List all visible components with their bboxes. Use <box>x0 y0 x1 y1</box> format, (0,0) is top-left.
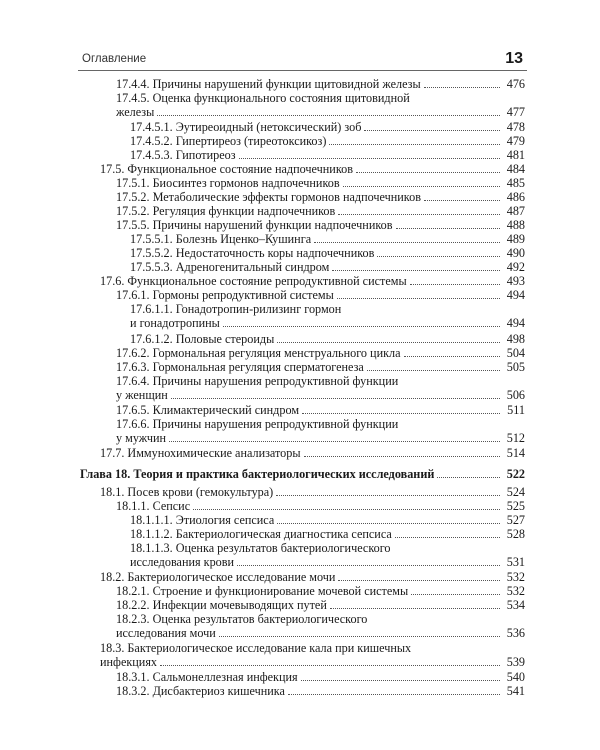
toc-entry-title: Глава 18. Теория и практика бактериологических исследований <box>80 467 435 481</box>
toc-entry-title: 17.6.4. Причины нарушения репродуктивной функции <box>116 374 399 388</box>
toc-entry <box>80 612 525 640</box>
toc-entry-title: 18.3. Бактериологическое исследование кала при кишечных <box>100 641 412 655</box>
toc-entry <box>80 288 525 302</box>
toc-entry-title: инфекциях <box>100 655 158 669</box>
toc-entry <box>80 584 525 598</box>
toc-entry <box>80 120 525 134</box>
toc-entry-line <box>100 485 525 499</box>
toc-entry-line <box>130 555 525 569</box>
toc-page-number: 527 <box>506 513 525 527</box>
toc-entry-title: 18.3.1. Сальмонеллезная инфекция <box>116 670 298 684</box>
toc-entry <box>80 148 525 162</box>
toc-page-number: 485 <box>506 176 525 190</box>
toc-dot-leader <box>330 599 500 609</box>
toc-page-number: 493 <box>506 274 525 288</box>
toc-entry-line <box>116 388 525 402</box>
toc-dot-leader <box>411 585 500 595</box>
toc-dot-leader <box>277 333 500 343</box>
toc-dot-leader <box>171 389 500 399</box>
toc-dot-leader <box>367 361 500 371</box>
toc-entry-line <box>130 541 525 555</box>
toc-entry <box>80 598 525 612</box>
toc-entry <box>80 467 525 481</box>
toc-page-number: 534 <box>506 598 525 612</box>
toc-dot-leader <box>304 447 500 457</box>
page-number: 13 <box>505 50 523 67</box>
toc-entry-title: 17.6.1. Гормоны репродуктивной системы <box>116 288 334 302</box>
toc-entry-line <box>130 246 525 260</box>
toc-entry <box>80 246 525 260</box>
toc-entry-line <box>116 346 525 360</box>
toc-entry-line <box>100 274 525 288</box>
toc-page-number: 494 <box>506 288 525 302</box>
toc-entry-line <box>116 612 525 626</box>
toc-entry <box>80 134 525 148</box>
toc-page-number: 540 <box>506 670 525 684</box>
toc-entry-line <box>116 598 525 612</box>
toc-entry <box>80 162 525 176</box>
toc-dot-leader <box>288 685 500 695</box>
toc-page-number: 498 <box>506 332 525 346</box>
toc-entry-title: 17.5.5. Причины нарушений функции надпочечников <box>116 218 393 232</box>
toc-page-number: 504 <box>506 346 525 360</box>
toc-entry-title: 17.5. Функциональное состояние надпочечников <box>100 162 353 176</box>
toc-page-number: 528 <box>506 527 525 541</box>
toc-entry-title: исследования мочи <box>116 626 216 640</box>
toc-entry <box>80 403 525 417</box>
toc-entry-title: и гонадотропины <box>130 316 220 330</box>
toc-page-number: 505 <box>506 360 525 374</box>
toc-entry-title: 17.5.2. Метаболические эффекты гормонов надпочечников <box>116 190 421 204</box>
toc-entry-title: 17.4.4. Причины нарушений функции щитовидной железы <box>116 77 421 91</box>
running-header-section: Оглавление <box>82 53 147 65</box>
toc-entry <box>80 527 525 541</box>
toc-entry <box>80 684 525 698</box>
toc-entry-title: 17.4.5.2. Гипертиреоз (тиреотоксикоз) <box>130 134 327 148</box>
toc-page-number: 478 <box>506 120 525 134</box>
toc-entry <box>80 190 525 204</box>
toc-entry <box>80 176 525 190</box>
toc-page-number: 525 <box>506 499 525 513</box>
toc-entry <box>80 570 525 584</box>
toc-dot-leader <box>239 149 500 159</box>
toc-entry-title: 18.1.1.2. Бактериологическая диагностика сепсиса <box>130 527 392 541</box>
toc-entry-title: 17.5.1. Биосинтез гормонов надпочечников <box>116 176 340 190</box>
toc-dot-leader <box>404 347 500 357</box>
toc-dot-leader <box>277 514 500 524</box>
toc-entry-line <box>130 332 525 346</box>
toc-entry-title: 17.4.5.1. Эутиреоидный (нетоксический) зоб <box>130 120 362 134</box>
toc-dot-leader <box>169 432 500 442</box>
toc-dot-leader <box>160 656 500 666</box>
toc-dot-leader <box>193 500 500 510</box>
toc-entry <box>80 499 525 513</box>
toc-entry <box>80 232 525 246</box>
toc-page-number: 531 <box>506 555 525 569</box>
toc-entry-line <box>116 374 525 388</box>
toc-entry <box>80 302 525 330</box>
toc-entry-title: 18.1.1. Сепсис <box>116 499 191 513</box>
toc-entry <box>80 346 525 360</box>
toc-entry-line <box>100 655 525 669</box>
toc-entry-line <box>116 176 525 190</box>
toc-entry-line <box>130 302 525 316</box>
toc-entry <box>80 417 525 445</box>
toc-page-number: 514 <box>506 446 525 460</box>
toc-entry-title: железы <box>116 105 155 119</box>
toc-entry-title: 17.6.5. Климактерический синдром <box>116 403 300 417</box>
toc-page-number: 489 <box>506 232 525 246</box>
toc-page-number: 536 <box>506 626 525 640</box>
toc-entry-line <box>116 499 525 513</box>
toc-entry <box>80 332 525 346</box>
toc-entry <box>80 513 525 527</box>
toc-page-number: 539 <box>506 655 525 669</box>
toc-entry-line <box>130 148 525 162</box>
toc-entry-line <box>116 584 525 598</box>
toc-page-number: 488 <box>506 218 525 232</box>
toc-dot-leader <box>223 317 500 327</box>
toc-entry-line <box>116 684 525 698</box>
toc-entry-title: 18.1.1.1. Этиология сепсиса <box>130 513 275 527</box>
toc-dot-leader <box>364 121 500 131</box>
toc-entry-title: 18.2.3. Оценка результатов бактериологического <box>116 612 368 626</box>
toc-entry-title: 17.5.5.3. Адреногенитальный синдром <box>130 260 330 274</box>
toc-entry <box>80 446 525 460</box>
toc-page-number: 506 <box>506 388 525 402</box>
toc-page-number: 532 <box>506 584 525 598</box>
toc-page-number: 490 <box>506 246 525 260</box>
toc-entry <box>80 670 525 684</box>
toc-page-number: 477 <box>506 105 525 119</box>
toc-entry-title: 17.4.5. Оценка функционального состояния щитовидной <box>116 91 410 105</box>
toc-page-number: 484 <box>506 162 525 176</box>
toc-entry-line <box>116 204 525 218</box>
toc-entry-line <box>116 403 525 417</box>
toc-dot-leader <box>338 205 500 215</box>
toc-entry-title: 18.2.1. Строение и функционирование мочевой системы <box>116 584 409 598</box>
toc-page-number: 486 <box>506 190 525 204</box>
toc-page-number: 481 <box>506 148 525 162</box>
toc-page-number: 511 <box>507 403 525 417</box>
toc-entry-title: 17.5.5.1. Болезнь Иценко–Кушинга <box>130 232 312 246</box>
toc-page-number: 479 <box>506 134 525 148</box>
toc-entry-line <box>116 431 525 445</box>
toc-entry-title: 18.1.1.3. Оценка результатов бактериологического <box>130 541 391 555</box>
toc-entry-title: 18.3.2. Дисбактериоз кишечника <box>116 684 285 698</box>
toc-dot-leader <box>424 191 500 201</box>
toc-dot-leader <box>410 275 500 285</box>
toc-entry-line <box>130 134 525 148</box>
toc-dot-leader <box>343 177 500 187</box>
toc-page-number: 522 <box>506 467 525 481</box>
toc-entry-line <box>116 417 525 431</box>
toc-entry-line <box>116 288 525 302</box>
toc-dot-leader <box>237 556 500 566</box>
toc-page-number: 494 <box>506 316 525 330</box>
toc-entry-title: 17.6.3. Гормональная регуляция сперматогенеза <box>116 360 364 374</box>
toc-dot-leader <box>424 78 500 88</box>
toc-page-number: 532 <box>506 570 525 584</box>
toc-dot-leader <box>276 486 500 496</box>
toc-entry <box>80 77 525 91</box>
toc-dot-leader <box>396 219 501 229</box>
toc-entry <box>80 374 525 402</box>
toc-entry-title: 17.5.5.2. Недостаточность коры надпочечников <box>130 246 375 260</box>
toc-dot-leader <box>338 571 500 581</box>
table-of-contents <box>80 0 525 750</box>
toc-entry-line <box>116 91 525 105</box>
toc-page-number: 541 <box>506 684 525 698</box>
toc-dot-leader <box>314 233 500 243</box>
toc-entry-title: 17.4.5.3. Гипотиреоз <box>130 148 236 162</box>
toc-entry-line <box>100 162 525 176</box>
toc-entry <box>80 204 525 218</box>
toc-page-number: 476 <box>506 77 525 91</box>
toc-entry-title: 18.2. Бактериологическое исследование мочи <box>100 570 336 584</box>
toc-page-number: 492 <box>506 260 525 274</box>
toc-entry-title: 17.5.2. Регуляция функции надпочечников <box>116 204 336 218</box>
toc-entry-title: 18.2.2. Инфекции мочевыводящих путей <box>116 598 327 612</box>
toc-entry-line <box>116 360 525 374</box>
toc-entry-line <box>130 513 525 527</box>
toc-entry-title: у мужчин <box>116 431 167 445</box>
toc-dot-leader <box>356 163 500 173</box>
toc-entry <box>80 541 525 569</box>
toc-page-number: 487 <box>506 204 525 218</box>
toc-entry-title: 17.6.2. Гормональная регуляция менструального цикла <box>116 346 401 360</box>
toc-entry-line <box>80 467 525 481</box>
toc-entry-line <box>100 446 525 460</box>
toc-entry-line <box>116 218 525 232</box>
toc-entry <box>80 218 525 232</box>
toc-dot-leader <box>219 627 500 637</box>
toc-entry-line <box>116 190 525 204</box>
toc-dot-leader <box>437 468 500 478</box>
toc-entry-line <box>130 527 525 541</box>
toc-entry-title: у женщин <box>116 388 168 402</box>
toc-dot-leader <box>157 106 500 116</box>
toc-entry-title: 17.7. Иммунохимические анализаторы <box>100 446 301 460</box>
toc-dot-leader <box>329 135 500 145</box>
toc-entry-line <box>100 641 525 655</box>
toc-entry-line <box>130 120 525 134</box>
toc-entry-title: 17.6. Функциональное состояние репродуктивной системы <box>100 274 407 288</box>
toc-entry <box>80 360 525 374</box>
toc-dot-leader <box>301 671 500 681</box>
toc-entry-title: 17.6.6. Причины нарушения репродуктивной функции <box>116 417 399 431</box>
toc-entry-line <box>100 570 525 584</box>
toc-dot-leader <box>302 404 500 414</box>
toc-entry-title: 17.6.1.2. Половые стероиды <box>130 332 275 346</box>
toc-entry-line <box>130 316 525 330</box>
toc-entry-title: 18.1. Посев крови (гемокультура) <box>100 485 274 499</box>
toc-entry <box>80 91 525 119</box>
toc-entry-line <box>130 232 525 246</box>
toc-entry-line <box>116 626 525 640</box>
toc-entry <box>80 274 525 288</box>
toc-dot-leader <box>377 247 500 257</box>
toc-dot-leader <box>395 528 500 538</box>
toc-dot-leader <box>337 289 500 299</box>
toc-entry <box>80 641 525 669</box>
toc-entry <box>80 485 525 499</box>
toc-entry-title: исследования крови <box>130 555 235 569</box>
toc-page-number: 524 <box>506 485 525 499</box>
toc-dot-leader <box>332 261 500 271</box>
toc-entry <box>80 260 525 274</box>
toc-entry-line <box>116 105 525 119</box>
toc-entry-line <box>116 670 525 684</box>
toc-page-number: 512 <box>506 431 525 445</box>
toc-entry-line <box>130 260 525 274</box>
toc-entry-line <box>116 77 525 91</box>
toc-entry-title: 17.6.1.1. Гонадотропин-рилизинг гормон <box>130 302 342 316</box>
